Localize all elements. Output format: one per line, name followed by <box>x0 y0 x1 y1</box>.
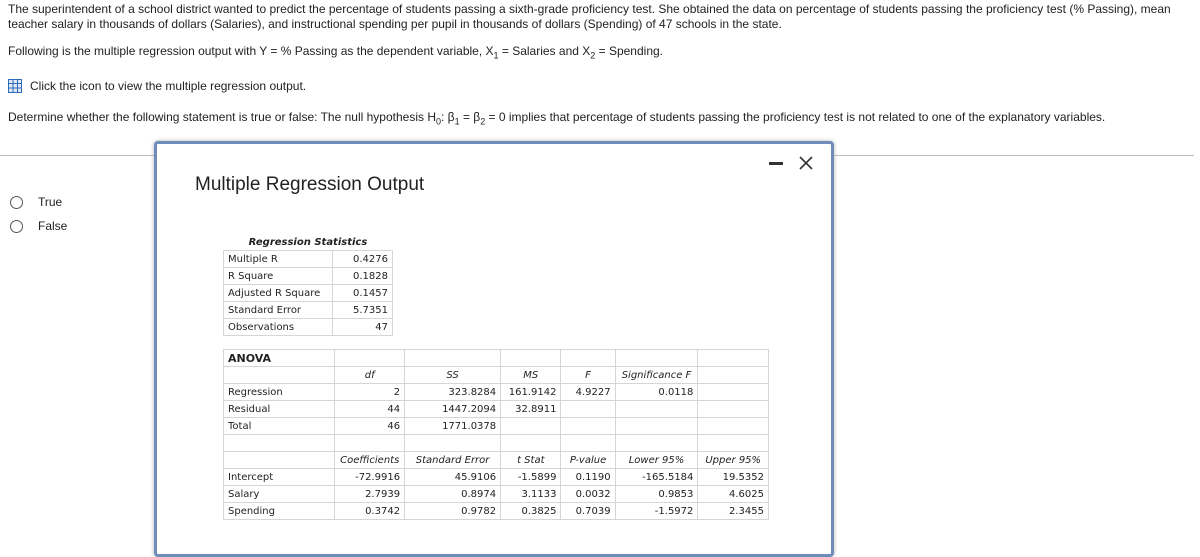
dialog-title: Multiple Regression Output <box>195 174 425 195</box>
table-row <box>224 503 769 520</box>
column-header: Standard Error <box>405 452 501 469</box>
ss-value: 1771.0378 <box>405 418 501 435</box>
p-value: 0.0032 <box>561 486 615 503</box>
question-intro: The superintendent of a school district wanted to predict the percentage of students passing a sixth-grade proficiency test. She obtained the data on percentage of students passing the proficiency test (% Passing), mean teacher salary in thousands of dollars (Salaries), and instructional spending per pupil in thousands of dollars (Spending) of 47 schools in the state. <box>8 2 1171 31</box>
table-grid-icon[interactable] <box>8 79 22 93</box>
anova-heading: ANOVA <box>224 350 335 367</box>
regression-output-dialog <box>154 141 834 557</box>
t-stat-value: -1.5899 <box>501 469 561 486</box>
column-header: Coefficients <box>335 452 405 469</box>
view-output-link[interactable] <box>8 79 306 93</box>
column-header: Significance F <box>615 367 698 384</box>
f-value: 4.9227 <box>561 384 615 401</box>
option-label: False <box>38 219 68 233</box>
row-label: Salary <box>224 486 335 503</box>
ss-value: 1447.2094 <box>405 401 501 418</box>
upper-95-value: 4.6025 <box>698 486 769 503</box>
radio-button[interactable] <box>10 196 23 209</box>
stat-value: 0.4276 <box>333 251 393 268</box>
option-label: True <box>38 195 63 209</box>
coefficient-value: 0.3742 <box>335 503 405 520</box>
table-row <box>224 418 769 435</box>
stat-label: Standard Error <box>224 302 333 319</box>
table-row <box>224 486 769 503</box>
regression-statistics-table <box>223 234 393 336</box>
table-row <box>224 268 393 285</box>
row-label: Regression <box>224 384 335 401</box>
lower-95-value: -165.5184 <box>615 469 698 486</box>
column-header: F <box>561 367 615 384</box>
coefficient-value: 2.7939 <box>335 486 405 503</box>
p-value: 0.1190 <box>561 469 615 486</box>
column-header: MS <box>501 367 561 384</box>
anova-coefficients-table <box>223 349 769 520</box>
standard-error-value: 0.8974 <box>405 486 501 503</box>
answer-options <box>10 190 67 238</box>
regression-statistics-heading: Regression Statistics <box>248 236 368 248</box>
ss-value: 323.8284 <box>405 384 501 401</box>
stat-value: 0.1828 <box>333 268 393 285</box>
table-row <box>224 285 393 302</box>
table-row <box>224 302 393 319</box>
column-header: df <box>335 367 405 384</box>
df-value: 44 <box>335 401 405 418</box>
df-value: 46 <box>335 418 405 435</box>
standard-error-value: 45.9106 <box>405 469 501 486</box>
close-icon[interactable] <box>797 154 815 172</box>
stat-label: R Square <box>224 268 333 285</box>
option-false[interactable] <box>10 214 67 238</box>
table-row <box>224 401 769 418</box>
stat-value: 47 <box>333 319 393 336</box>
row-label: Total <box>224 418 335 435</box>
table-row <box>224 319 393 336</box>
view-output-text: Click the icon to view the multiple regression output. <box>30 79 307 93</box>
minimize-button[interactable] <box>769 162 783 165</box>
column-header: Upper 95% <box>698 452 769 469</box>
column-header: t Stat <box>501 452 561 469</box>
row-label: Intercept <box>224 469 335 486</box>
t-stat-value: 3.1133 <box>501 486 561 503</box>
row-label: Spending <box>224 503 335 520</box>
standard-error-value: 0.9782 <box>405 503 501 520</box>
column-header: Lower 95% <box>615 452 698 469</box>
anova-header-row <box>224 367 769 384</box>
stat-label: Adjusted R Square <box>224 285 333 302</box>
ms-value: 161.9142 <box>501 384 561 401</box>
question-statement: Determine whether the following statement is true or false: The null hypothesis $H_0$: $\beta_1 = \beta_2 = 0$ implies that percentage of students passing the proficiency test is not related to one of the explanatory variables. <box>8 110 1106 127</box>
lower-95-value: 0.9853 <box>615 486 698 503</box>
t-stat-value: 0.3825 <box>501 503 561 520</box>
lower-95-value: -1.5972 <box>615 503 698 520</box>
stat-label: Observations <box>224 319 333 336</box>
column-header: P-value <box>561 452 615 469</box>
ms-value: 32.8911 <box>501 401 561 418</box>
df-value: 2 <box>335 384 405 401</box>
coefficient-value: -72.9916 <box>335 469 405 486</box>
row-label: Residual <box>224 401 335 418</box>
radio-button[interactable] <box>10 220 23 233</box>
stat-value: 5.7351 <box>333 302 393 319</box>
column-header: SS <box>405 367 501 384</box>
table-row <box>224 469 769 486</box>
stat-value: 0.1457 <box>333 285 393 302</box>
question-setup: Following is the multiple regression output with Y = % Passing as the dependent variable, $X_1$ = Salaries and $X_2$ = Spending. <box>8 44 664 61</box>
stat-label: Multiple R <box>224 251 333 268</box>
option-true[interactable] <box>10 190 67 214</box>
significance-value: 0.0118 <box>615 384 698 401</box>
upper-95-value: 2.3455 <box>698 503 769 520</box>
table-row <box>224 384 769 401</box>
table-row <box>224 251 393 268</box>
p-value: 0.7039 <box>561 503 615 520</box>
upper-95-value: 19.5352 <box>698 469 769 486</box>
coefficients-header-row <box>224 452 769 469</box>
